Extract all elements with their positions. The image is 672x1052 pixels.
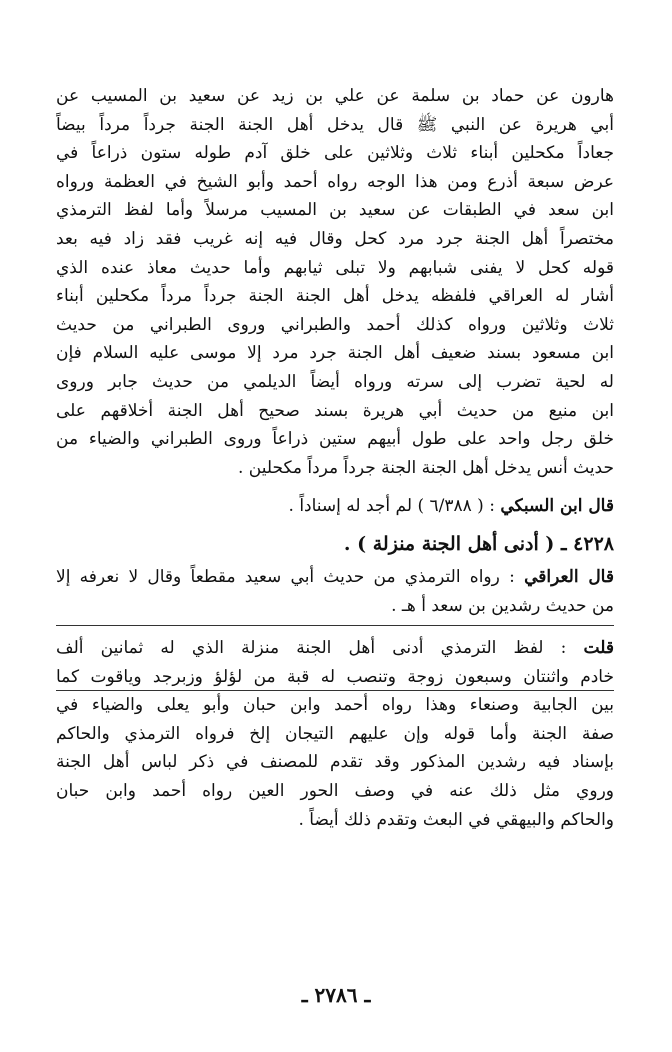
text-line: ثلاث وثلاثين ورواه كذلك أحمد والطبراني وروى الطبراني من حديث: [56, 314, 614, 335]
text-line: ابن منيع من حديث أبي هريرة بسند صحيح أهل الجنة أخلاقهم على: [56, 400, 614, 421]
subki-lead: قال ابن السبكي: [500, 496, 614, 517]
subki-note: [56, 492, 614, 521]
text-line: هارون عن حماد بن سلمة عن علي بن زيد عن سعيد بن المسيب عن: [56, 86, 614, 106]
iraqi-note: [56, 563, 614, 620]
iraqi-line: [56, 563, 614, 592]
text-line: خلق رجل واحد على طول أبيهم ستين ذراعاً وروى الطبراني والضياء من: [56, 429, 614, 450]
iraqi-line: من حديث رشدين بن سعد أ هـ .: [391, 595, 614, 616]
subki-line: [56, 492, 614, 521]
iraqi-lead: قال العراقي: [524, 566, 614, 587]
text-line: عرض سبعة أذرع ومن هذا الوجه رواه أحمد وأبو الشيخ في العظمة ورواه: [56, 171, 614, 192]
text-line: ابن مسعود بسند ضعيف أهل الجنة جرد مرد إلا موسى عليه السلام فإن: [56, 343, 614, 364]
hadith-heading: [56, 529, 614, 559]
text-line: صفة الجنة وأما قوله وإن عليهم التيجان إلخ فرواه الترمذي والحاكم: [56, 723, 614, 744]
text-line: مختصراً أهل الجنة جرد مرد كحل وقال فيه إنه غريب فقد زاد فيه بعد: [56, 228, 614, 249]
text-line: خادم واثنتان وسبعون زوجة وتنصب له قبة من لؤلؤ وزبرجد وياقوت كما: [56, 666, 614, 687]
text-line: قوله كحل لا يفنى شبابهم ولا تبلى ثيابهم وأما حديث معاذ عنده الذي: [56, 257, 614, 278]
text-line: له لحية تضرب إلى سرته ورواه أيضاً الديلمي من حديث جابر وروى: [56, 371, 614, 392]
iraqi-text: : رواه الترمذي من حديث أبي سعيد مقطعاً وقال لا نعرفه إلا: [56, 566, 525, 587]
paragraph-takhrij: [56, 82, 614, 482]
qult-text: : لفظ الترمذي أدنى أهل الجنة منزلة الذي له ثمانين ألف: [56, 638, 584, 659]
text-line: أشار له العراقي فلفظه يدخل أهل الجنة الجنة جرداً مرداً مكحلين أبناء: [56, 286, 614, 307]
text-line: أبي هريرة عن النبي ﷺ قال يدخل أهل الجنة الجنة جرداً مرداً بيضاً: [56, 114, 614, 135]
text-line: ابن سعد في الطبقات عن سعيد بن المسيب مرسلاً وأما لفظ الترمذي: [56, 200, 614, 221]
qult-paragraph: [56, 634, 614, 834]
qult-line: [56, 634, 614, 663]
section-divider: [56, 690, 614, 691]
qult-lead: قلت: [583, 638, 614, 659]
text-line: والحاكم والبيهقي في البعث وتقدم ذلك أيضاً .: [298, 809, 614, 830]
text-line: حديث أنس يدخل أهل الجنة الجنة جرداً مرداً مكحلين .: [238, 457, 614, 478]
text-line: وروي مثل ذلك عنه في وصف الحور العين رواه أحمد وابن حبان: [56, 781, 614, 802]
subki-text: : ( ٦/٣٨٨ ) لم أجد له إسناداً .: [288, 496, 501, 517]
page-body: [56, 82, 614, 834]
hadith-heading-text: ٤٢٢٨ ـ ( أدنى أهل الجنة منزلة ) .: [343, 532, 614, 555]
page-number: ـ ٢٧٨٦ ـ: [301, 983, 371, 1007]
section-divider: [56, 625, 614, 626]
text-line: بين الجابية وصنعاء وهذا رواه أحمد وابن حبان وأبو يعلى والضياء في: [56, 695, 614, 716]
text-line: جعاداً مكحلين أبناء ثلاث وثلاثين على خلق آدم طوله ستون ذراعاً في: [56, 143, 614, 164]
text-line: بإسناد فيه رشدين المذكور وقد تقدم للمصنف في ذكر لباس أهل الجنة: [56, 752, 614, 773]
